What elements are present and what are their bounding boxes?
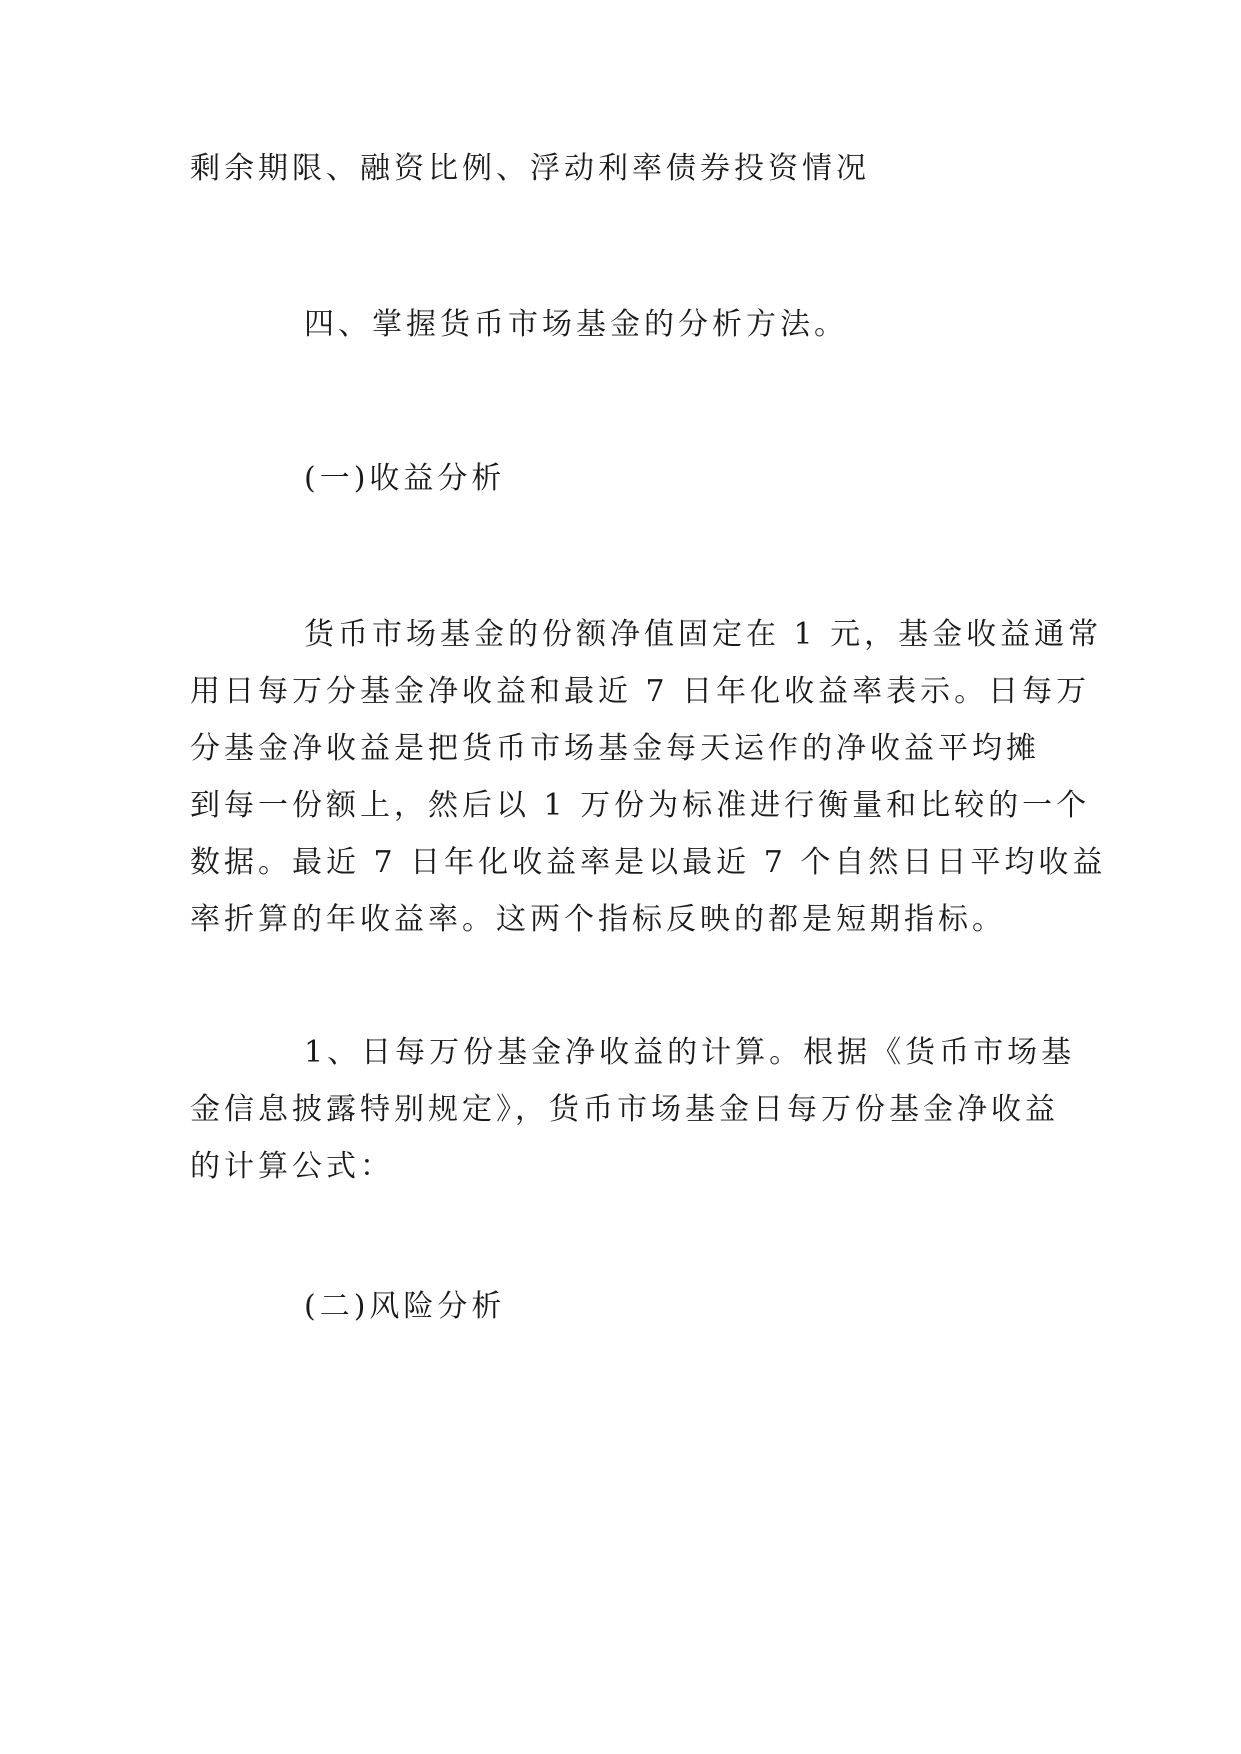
paragraph-line: 率折算的年收益率。这两个指标反映的都是短期指标。 bbox=[190, 902, 1006, 937]
subsection-heading: (一)收益分析 bbox=[304, 461, 506, 496]
section-heading: 四、掌握货币市场基金的分析方法。 bbox=[304, 307, 848, 342]
paragraph-line: 1、日每万份基金净收益的计算。根据《货币市场基 bbox=[304, 1035, 1076, 1070]
continued-text-line bbox=[190, 140, 1050, 197]
subsection-heading: (二)风险分析 bbox=[304, 1289, 506, 1324]
paragraph-line: 金信息披露特别规定》，货币市场基金日每万份基金净收益 bbox=[190, 1092, 1059, 1127]
text-line: 剩余期限、融资比例、浮动利率债券投资情况 bbox=[190, 151, 870, 186]
paragraph-income-calculation bbox=[190, 1024, 1076, 1195]
paragraph-line: 到每一份额上，然后以 1 万份为标准进行衡量和比较的一个 bbox=[190, 788, 1091, 823]
paragraph-line: 货币市场基金的份额净值固定在 1 元，基金收益通常 bbox=[304, 617, 1103, 652]
paragraph-line: 数据。最近 7 日年化收益率是以最近 7 个自然日日平均收益 bbox=[190, 845, 1107, 880]
paragraph-line: 分基金净收益是把货币市场基金每天运作的净收益平均摊 bbox=[190, 731, 1040, 766]
paragraph-line: 的计算公式： bbox=[190, 1149, 394, 1184]
paragraph-income-analysis bbox=[190, 606, 1107, 948]
paragraph-line: 用日每万分基金净收益和最近 7 日年化收益率表示。日每万 bbox=[190, 674, 1091, 709]
